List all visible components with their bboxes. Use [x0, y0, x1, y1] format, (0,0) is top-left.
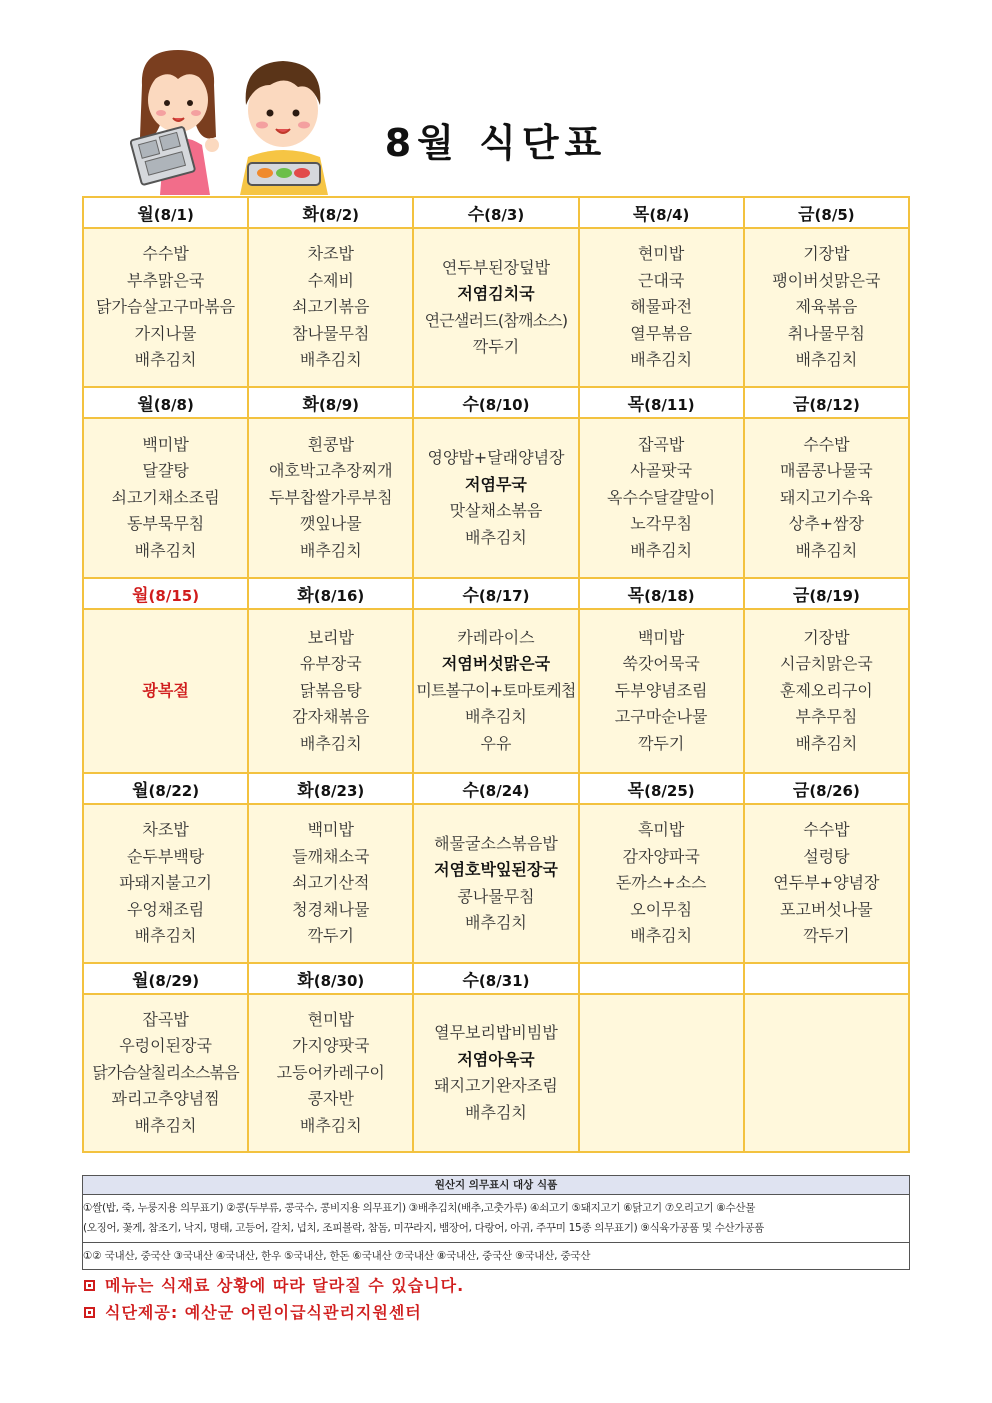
day-header-cell: [579, 197, 744, 228]
menu-item: 시금치맑은국: [780, 654, 873, 674]
day-date: (8/18): [644, 587, 695, 605]
menu-item: 배추김치: [134, 926, 197, 946]
menu-item: 닭가슴살고구마볶음: [96, 297, 236, 317]
square-bullet-icon: [84, 1280, 95, 1291]
menu-item: 돼지고기완자조림: [434, 1076, 558, 1095]
day-name: 금: [792, 781, 810, 801]
menu-item: 닭볶음탕: [299, 680, 362, 700]
menu-cell: [579, 228, 744, 387]
menu-item: 기장밥: [803, 627, 850, 647]
menu-item: 우유: [480, 733, 512, 753]
day-name: 화: [297, 781, 314, 801]
menu-item: 두부찹쌀가루부침: [268, 487, 393, 507]
menu-item: 카레라이스: [457, 627, 535, 647]
day-date: (8/4): [649, 206, 690, 224]
origin-countries: ①② 국내산, 중국산 ③국내산 ④국내산, 한우 ⑤국내산, 한돈 ⑥국내산 ⑦국내산 ⑧국내산, 중국산 ⑨국내산, 중국산: [83, 1250, 591, 1262]
day-date: (8/11): [644, 396, 695, 414]
menu-item: 감자양파국: [622, 846, 700, 866]
menu-item: 해물굴소스볶음밥: [434, 833, 558, 853]
menu-item: 고등어카레구이: [276, 1062, 385, 1082]
menu-item: 청경채나물: [292, 899, 370, 919]
day-date: (8/8): [153, 396, 194, 414]
menu-item: 매콤콩나물국: [780, 461, 873, 481]
day-header-cell: [579, 963, 744, 994]
menu-cell: [413, 609, 578, 773]
day-header-cell: [579, 387, 744, 418]
day-header-row: [83, 963, 909, 994]
menu-item: 배추김치: [795, 540, 858, 560]
day-date: (8/9): [318, 396, 360, 414]
menu-cell: [744, 994, 909, 1152]
menu-item: 상추+쌈장: [788, 514, 864, 534]
day-date: (8/30): [313, 972, 365, 990]
day-header-row: [83, 773, 909, 804]
menu-item: 배추김치: [299, 1115, 362, 1135]
menu-cell: [83, 609, 248, 773]
menu-item: 깍두기: [803, 926, 850, 946]
menu-cell: [83, 228, 248, 387]
menu-item: 저염무국: [465, 474, 527, 494]
note-menu-change: 메뉴는 식재료 상황에 따라 달라질 수 있습니다.: [84, 1272, 464, 1299]
day-header-cell: [248, 773, 413, 804]
menu-item: 감자채볶음: [292, 707, 370, 727]
day-header-row: [83, 387, 909, 418]
menu-item: 저염김치국: [457, 284, 535, 303]
menu-item: 배추김치: [465, 527, 527, 547]
menu-item: 두부양념조림: [614, 680, 708, 700]
menu-item: 보리밥: [307, 627, 354, 647]
day-name: 목: [632, 205, 650, 225]
day-date: (8/31): [478, 972, 530, 990]
day-header-cell: [413, 387, 578, 418]
day-name: 목: [627, 781, 645, 801]
menu-item: 미트볼구이+토마토케첩: [416, 680, 576, 700]
origin-table: [82, 1175, 910, 1270]
menu-item: 깍두기: [637, 733, 685, 753]
day-name: 목: [627, 586, 645, 606]
menu-item: 쑥갓어묵국: [622, 654, 700, 674]
menu-row: [83, 228, 909, 387]
menu-item: 저염호박잎된장국: [434, 860, 558, 879]
menu-item: 취나물무침: [787, 323, 866, 343]
day-date: (8/3): [484, 206, 525, 224]
day-header-cell: [248, 578, 413, 609]
menu-item: 배추김치: [299, 540, 362, 560]
page-title: 8월 식단표: [384, 121, 608, 165]
day-date: (8/19): [809, 587, 860, 605]
menu-item: 연근샐러드(참깨소스): [424, 310, 568, 330]
menu-item: 연두부된장덮밥: [441, 257, 551, 277]
day-header-cell: [744, 197, 909, 228]
menu-item: 배추김치: [465, 1102, 527, 1122]
menu-item: 훈제오리구이: [780, 680, 873, 700]
menu-item: 수수밥: [803, 820, 850, 840]
note-provider: 식단제공: 예산군 어린이급식관리지원센터: [84, 1299, 464, 1326]
menu-cell: [83, 994, 248, 1152]
menu-item: 차조밥: [142, 820, 189, 840]
menu-cell: [413, 994, 578, 1152]
menu-item: 오이무침: [630, 899, 693, 919]
menu-item: 연두부+양념장: [773, 873, 880, 893]
menu-cell: [83, 418, 248, 578]
menu-cell: [744, 609, 909, 773]
menu-cell: [248, 994, 413, 1152]
menu-item: 우렁이된장국: [119, 1036, 212, 1056]
day-date: (8/29): [148, 972, 200, 990]
menu-item: 백미밥: [637, 627, 685, 647]
menu-item: 잡곡밥: [142, 1009, 189, 1029]
menu-cell: [579, 994, 744, 1152]
menu-item: 광복절: [142, 680, 189, 700]
day-header-cell: [83, 387, 248, 418]
menu-item: 부추무침: [795, 707, 858, 727]
menu-item: 옥수수달걀말이: [607, 487, 716, 507]
day-header-cell: [83, 578, 248, 609]
menu-item: 제육볶음: [795, 297, 858, 317]
menu-row: [83, 609, 909, 773]
day-name: 월: [132, 781, 149, 801]
day-name: 월: [132, 586, 149, 606]
menu-item: 백미밥: [307, 820, 354, 840]
day-date: (8/16): [313, 587, 365, 605]
day-date: (8/24): [478, 782, 530, 800]
menu-item: 참나물무침: [292, 323, 370, 343]
day-header-cell: [744, 387, 909, 418]
menu-item: 잡곡밥: [637, 434, 685, 454]
day-name: 수: [462, 971, 479, 991]
menu-cell: [579, 804, 744, 963]
day-date: (8/1): [153, 206, 194, 224]
day-name: 월: [137, 205, 154, 225]
day-name: 금: [798, 205, 815, 225]
menu-cell: [413, 804, 578, 963]
notes: [84, 1272, 464, 1326]
menu-cell: [744, 418, 909, 578]
menu-item: 동부묵무침: [126, 514, 205, 534]
square-bullet-icon: [84, 1307, 95, 1318]
day-header-cell: [83, 963, 248, 994]
menu-item: 꽈리고추양념찜: [111, 1089, 220, 1109]
day-header-cell: [413, 963, 578, 994]
menu-cell: [579, 418, 744, 578]
day-date: (8/22): [148, 782, 200, 800]
menu-cell: [248, 228, 413, 387]
day-name: 금: [792, 395, 810, 415]
menu-row: [83, 804, 909, 963]
day-name: 월: [137, 395, 154, 415]
menu-item: 열무보리밥비빔밥: [434, 1023, 558, 1042]
menu-item: 현미밥: [307, 1009, 354, 1029]
origin-header: 원산지 의무표시 대상 식품: [83, 1176, 909, 1195]
day-header-cell: [579, 773, 744, 804]
menu-cell: [413, 418, 578, 578]
menu-item: 사골팟국: [630, 461, 693, 481]
menu-cell: [744, 228, 909, 387]
menu-item: 순두부백탕: [126, 846, 205, 866]
menu-item: 노각무침: [630, 514, 693, 534]
menu-item: 가지양팟국: [292, 1036, 370, 1056]
menu-item: 깍두기: [472, 337, 520, 356]
menu-item: 배추김치: [630, 926, 693, 946]
day-name: 화: [297, 586, 314, 606]
menu-item: 포고버섯나물: [780, 899, 873, 919]
menu-item: 깍두기: [307, 926, 354, 946]
menu-item: 현미밥: [637, 244, 685, 264]
menu-item: 흑미밥: [637, 820, 685, 840]
menu-cell: [413, 228, 578, 387]
day-header-cell: [413, 197, 578, 228]
day-name: 수: [467, 205, 485, 225]
menu-item: 배추김치: [795, 733, 858, 753]
menu-item: 수제비: [307, 270, 354, 290]
day-name: 수: [462, 395, 479, 415]
day-date: (8/25): [644, 782, 695, 800]
menu-row: [83, 418, 909, 578]
menu-item: 팽이버섯맑은국: [772, 270, 881, 290]
day-header-cell: [579, 578, 744, 609]
day-date: (8/10): [478, 396, 530, 414]
menu-cell: [83, 804, 248, 963]
menu-item: 우엉채조림: [126, 899, 205, 919]
day-name: 금: [792, 586, 810, 606]
menu-item: 차조밥: [307, 244, 354, 264]
day-name: 화: [302, 395, 319, 415]
menu-item: 닭가슴살칠리소스볶음: [92, 1062, 239, 1082]
menu-item: 콩자반: [307, 1089, 354, 1109]
menu-item: 달걀탕: [142, 461, 189, 481]
day-header-cell: [413, 773, 578, 804]
menu-item: 수수밥: [142, 244, 189, 264]
menu-row: [83, 994, 909, 1152]
menu-item: 열무볶음: [630, 323, 693, 343]
menu-item: 애호박고추장찌개: [268, 461, 393, 481]
menu-item: 기장밥: [803, 244, 850, 264]
menu-item: 배추김치: [134, 1115, 197, 1135]
day-date: (8/12): [809, 396, 860, 414]
day-name: 화: [297, 971, 314, 991]
menu-item: 배추김치: [630, 540, 693, 560]
menu-item: 고구마순나물: [614, 707, 708, 727]
day-header-cell: [744, 773, 909, 804]
menu-item: 수수밥: [803, 434, 850, 454]
day-header-cell: [248, 197, 413, 228]
menu-calendar-table: [82, 196, 910, 1153]
menu-item: 설렁탕: [803, 846, 850, 866]
menu-item: 가지나물: [134, 323, 197, 343]
menu-item: 저염아욱국: [457, 1049, 535, 1069]
day-name: 수: [462, 781, 479, 801]
menu-item: 배추김치: [299, 350, 362, 370]
menu-cell: [248, 804, 413, 963]
day-name: 월: [132, 971, 149, 991]
menu-item: 흰콩밥: [307, 434, 354, 454]
menu-item: 들깨채소국: [292, 846, 370, 866]
menu-item: 해물파전: [630, 297, 693, 317]
day-name: 수: [462, 586, 479, 606]
menu-item: 깻잎나물: [299, 514, 362, 534]
day-header-cell: [744, 963, 909, 994]
menu-item: 백미밥: [142, 434, 189, 454]
day-header-cell: [744, 578, 909, 609]
menu-item: 쇠고기채소조림: [111, 487, 220, 507]
day-header-row: [83, 578, 909, 609]
menu-item: 배추김치: [134, 540, 197, 560]
day-header-cell: [248, 963, 413, 994]
menu-cell: [248, 609, 413, 773]
menu-item: 쇠고기볶음: [292, 297, 370, 317]
day-date: (8/2): [318, 206, 360, 224]
day-name: 목: [627, 395, 645, 415]
menu-item: 콩나물무침: [457, 886, 535, 906]
day-header-row: [83, 197, 909, 228]
menu-item: 배추김치: [795, 350, 858, 370]
origin-line-1: ①쌀(밥, 죽, 누룽지용 의무표기) ②콩(두부류, 콩국수, 콩비지용 의무표기) ③배추김치(배추,고춧가루) ④쇠고기 ⑤돼지고기 ⑥닭고기 ⑦오리고기 ⑧수산물: [83, 1202, 756, 1214]
menu-item: 파돼지불고기: [119, 873, 212, 893]
menu-item: 배추김치: [630, 350, 693, 370]
day-header-cell: [83, 773, 248, 804]
menu-item: 쇠고기산적: [292, 873, 370, 893]
menu-item: 유부장국: [299, 654, 362, 674]
menu-item: 맛살채소볶음: [449, 501, 543, 520]
menu-item: 배추김치: [465, 913, 527, 932]
day-header-cell: [83, 197, 248, 228]
menu-item: 배추김치: [465, 707, 527, 727]
menu-cell: [744, 804, 909, 963]
menu-item: 근대국: [637, 270, 685, 290]
day-header-cell: [248, 387, 413, 418]
day-date: (8/17): [478, 587, 530, 605]
menu-item: 돼지고기수육: [780, 487, 873, 507]
menu-cell: [248, 418, 413, 578]
menu-item: 부추맑은국: [126, 270, 205, 290]
origin-list: [83, 1195, 909, 1243]
day-header-cell: [413, 578, 578, 609]
day-date: (8/23): [313, 782, 365, 800]
menu-item: 배추김치: [299, 733, 362, 753]
day-date: (8/26): [809, 782, 860, 800]
origin-line-2: (오징어, 꽃게, 참조기, 낙지, 명태, 고등어, 갈치, 넙치, 조피볼락, 참돔, 미꾸라지, 뱀장어, 다랑어, 아귀, 주꾸미 15종 의무표기) ⑨식육가공품 및 수산가공품: [83, 1222, 764, 1234]
menu-cell: [579, 609, 744, 773]
day-date: (8/15): [148, 587, 200, 605]
menu-item: 배추김치: [134, 350, 197, 370]
day-date: (8/5): [814, 206, 855, 224]
menu-item: 영양밥+달래양념장: [427, 448, 565, 467]
menu-item: 저염버섯맑은국: [441, 654, 551, 674]
menu-item: 돈까스+소스: [615, 873, 707, 893]
day-name: 화: [302, 205, 319, 225]
